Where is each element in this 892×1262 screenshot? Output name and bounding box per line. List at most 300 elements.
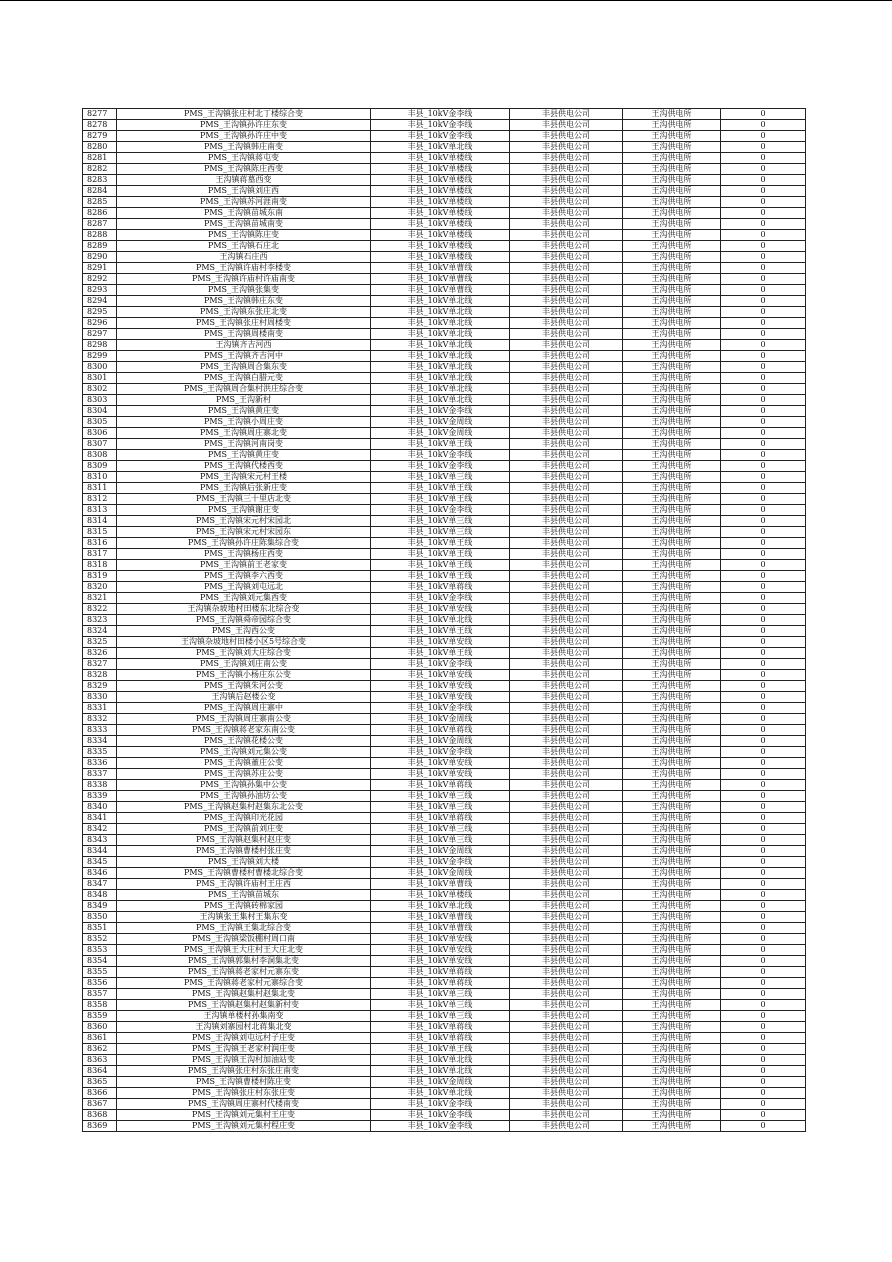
row-number-cell: 8333 [83, 725, 117, 736]
feeder-line-cell: 丰县_10kV单王线 [371, 626, 510, 637]
company-cell: 丰县供电公司 [510, 747, 623, 758]
table-row [83, 934, 806, 945]
feeder-line-cell: 丰县_10kV单王线 [371, 571, 510, 582]
row-number-cell: 8318 [83, 560, 117, 571]
table-row [83, 582, 806, 593]
station-cell: 王沟供电所 [623, 109, 721, 120]
table-row [83, 769, 806, 780]
value-cell: 0 [721, 230, 806, 241]
feeder-line-cell: 丰县_10kV单北线 [371, 1055, 510, 1066]
company-cell: 丰县供电公司 [510, 164, 623, 175]
company-cell: 丰县供电公司 [510, 1044, 623, 1055]
station-cell: 王沟供电所 [623, 956, 721, 967]
transformer-name-cell: PMS_王沟镇谢庄变 [117, 505, 371, 516]
table-row [83, 340, 806, 351]
company-cell: 丰县供电公司 [510, 285, 623, 296]
transformer-name-cell: 王沟镇单楼村孙集南变 [117, 1011, 371, 1022]
table-row [83, 747, 806, 758]
row-number-cell: 8316 [83, 538, 117, 549]
station-cell: 王沟供电所 [623, 131, 721, 142]
company-cell: 丰县供电公司 [510, 714, 623, 725]
company-cell: 丰县供电公司 [510, 978, 623, 989]
station-cell: 王沟供电所 [623, 648, 721, 659]
table-row [83, 483, 806, 494]
table-row [83, 868, 806, 879]
station-cell: 王沟供电所 [623, 461, 721, 472]
feeder-line-cell: 丰县_10kV金李线 [371, 131, 510, 142]
table-row [83, 791, 806, 802]
value-cell: 0 [721, 329, 806, 340]
table-row [83, 131, 806, 142]
value-cell: 0 [721, 615, 806, 626]
station-cell: 王沟供电所 [623, 637, 721, 648]
station-cell: 王沟供电所 [623, 120, 721, 131]
feeder-line-cell: 丰县_10kV单楼线 [371, 197, 510, 208]
table-row [83, 142, 806, 153]
table-row [83, 461, 806, 472]
company-cell: 丰县供电公司 [510, 725, 623, 736]
row-number-cell: 8332 [83, 714, 117, 725]
station-cell: 王沟供电所 [623, 615, 721, 626]
station-cell: 王沟供电所 [623, 549, 721, 560]
row-number-cell: 8326 [83, 648, 117, 659]
transformer-name-cell: 王沟镇齐吉河西 [117, 340, 371, 351]
station-cell: 王沟供电所 [623, 934, 721, 945]
feeder-line-cell: 丰县_10kV金李线 [371, 593, 510, 604]
transformer-name-cell: PMS_王沟镇王老家村润庄变 [117, 1044, 371, 1055]
row-number-cell: 8325 [83, 637, 117, 648]
transformer-name-cell: PMS_王沟镇宋元村宋园北 [117, 516, 371, 527]
row-number-cell: 8365 [83, 1077, 117, 1088]
company-cell: 丰县供电公司 [510, 670, 623, 681]
feeder-line-cell: 丰县_10kV金周线 [371, 428, 510, 439]
station-cell: 王沟供电所 [623, 538, 721, 549]
transformer-name-cell: PMS_王沟镇刘大楼 [117, 857, 371, 868]
transformer-name-cell: PMS_王沟镇张庄村东张庄南变 [117, 1066, 371, 1077]
feeder-line-cell: 丰县_10kV单三线 [371, 791, 510, 802]
row-number-cell: 8334 [83, 736, 117, 747]
table-row [83, 197, 806, 208]
table-row [83, 1033, 806, 1044]
feeder-line-cell: 丰县_10kV金李线 [371, 703, 510, 714]
table-row [83, 417, 806, 428]
row-number-cell: 8369 [83, 1121, 117, 1132]
transformer-name-cell: PMS_王沟镇周庄寨中 [117, 703, 371, 714]
value-cell: 0 [721, 197, 806, 208]
company-cell: 丰县供电公司 [510, 208, 623, 219]
row-number-cell: 8297 [83, 329, 117, 340]
feeder-line-cell: 丰县_10kV单北线 [371, 901, 510, 912]
transformer-name-cell: PMS_王沟镇刘大庄综合变 [117, 648, 371, 659]
transformer-name-cell: PMS_王沟镇代楼西变 [117, 461, 371, 472]
value-cell: 0 [721, 1099, 806, 1110]
transformer-name-cell: PMS_王沟镇印光花园 [117, 813, 371, 824]
feeder-line-cell: 丰县_10kV单安线 [371, 681, 510, 692]
station-cell: 王沟供电所 [623, 197, 721, 208]
feeder-line-cell: 丰县_10kV单楼线 [371, 175, 510, 186]
table-row [83, 351, 806, 362]
transformer-name-cell: PMS_王沟镇张庄村东张庄变 [117, 1088, 371, 1099]
table-row [83, 758, 806, 769]
station-cell: 王沟供电所 [623, 846, 721, 857]
table-row [83, 780, 806, 791]
value-cell: 0 [721, 219, 806, 230]
value-cell: 0 [721, 736, 806, 747]
table-row [83, 549, 806, 560]
row-number-cell: 8364 [83, 1066, 117, 1077]
transformer-name-cell: PMS_王沟镇宋元村宋园东 [117, 527, 371, 538]
station-cell: 王沟供电所 [623, 945, 721, 956]
feeder-line-cell: 丰县_10kV单北线 [371, 142, 510, 153]
row-number-cell: 8355 [83, 967, 117, 978]
row-number-cell: 8342 [83, 824, 117, 835]
value-cell: 0 [721, 120, 806, 131]
value-cell: 0 [721, 659, 806, 670]
station-cell: 王沟供电所 [623, 593, 721, 604]
transformer-name-cell: PMS_王沟镇周庄寨北变 [117, 428, 371, 439]
value-cell: 0 [721, 274, 806, 285]
table-row [83, 1055, 806, 1066]
table-row [83, 175, 806, 186]
value-cell: 0 [721, 978, 806, 989]
row-number-cell: 8340 [83, 802, 117, 813]
table-row [83, 736, 806, 747]
company-cell: 丰县供电公司 [510, 846, 623, 857]
row-number-cell: 8281 [83, 153, 117, 164]
value-cell: 0 [721, 175, 806, 186]
row-number-cell: 8313 [83, 505, 117, 516]
value-cell: 0 [721, 1077, 806, 1088]
transformer-name-cell: PMS_王沟镇孙许庄中变 [117, 131, 371, 142]
transformer-name-cell: PMS_王沟镇王沟村加油站变 [117, 1055, 371, 1066]
table-row [83, 615, 806, 626]
feeder-line-cell: 丰县_10kV单蒋线 [371, 978, 510, 989]
company-cell: 丰县供电公司 [510, 428, 623, 439]
station-cell: 王沟供电所 [623, 967, 721, 978]
row-number-cell: 8309 [83, 461, 117, 472]
feeder-line-cell: 丰县_10kV单楼线 [371, 252, 510, 263]
station-cell: 王沟供电所 [623, 912, 721, 923]
company-cell: 丰县供电公司 [510, 351, 623, 362]
station-cell: 王沟供电所 [623, 747, 721, 758]
value-cell: 0 [721, 626, 806, 637]
table-row [83, 802, 806, 813]
station-cell: 王沟供电所 [623, 1033, 721, 1044]
company-cell: 丰县供电公司 [510, 1088, 623, 1099]
company-cell: 丰县供电公司 [510, 1000, 623, 1011]
row-number-cell: 8305 [83, 417, 117, 428]
row-number-cell: 8308 [83, 450, 117, 461]
company-cell: 丰县供电公司 [510, 450, 623, 461]
value-cell: 0 [721, 549, 806, 560]
row-number-cell: 8351 [83, 923, 117, 934]
table-row [83, 725, 806, 736]
row-number-cell: 8330 [83, 692, 117, 703]
feeder-line-cell: 丰县_10kV单王线 [371, 494, 510, 505]
row-number-cell: 8339 [83, 791, 117, 802]
table-row [83, 516, 806, 527]
row-number-cell: 8362 [83, 1044, 117, 1055]
feeder-line-cell: 丰县_10kV金李线 [371, 406, 510, 417]
company-cell: 丰县供电公司 [510, 956, 623, 967]
value-cell: 0 [721, 131, 806, 142]
row-number-cell: 8347 [83, 879, 117, 890]
table-row [83, 318, 806, 329]
company-cell: 丰县供电公司 [510, 758, 623, 769]
transformer-name-cell: PMS_王沟镇王集北综合变 [117, 923, 371, 934]
value-cell: 0 [721, 1000, 806, 1011]
feeder-line-cell: 丰县_10kV单北线 [371, 384, 510, 395]
company-cell: 丰县供电公司 [510, 593, 623, 604]
value-cell: 0 [721, 1044, 806, 1055]
row-number-cell: 8344 [83, 846, 117, 857]
company-cell: 丰县供电公司 [510, 219, 623, 230]
company-cell: 丰县供电公司 [510, 549, 623, 560]
station-cell: 王沟供电所 [623, 164, 721, 175]
transformer-table [82, 108, 806, 1132]
table-row [83, 835, 806, 846]
company-cell: 丰县供电公司 [510, 868, 623, 879]
transformer-name-cell: PMS_王沟新村 [117, 395, 371, 406]
value-cell: 0 [721, 1022, 806, 1033]
table-row [83, 1066, 806, 1077]
station-cell: 王沟供电所 [623, 670, 721, 681]
table-row [83, 472, 806, 483]
company-cell: 丰县供电公司 [510, 296, 623, 307]
value-cell: 0 [721, 582, 806, 593]
company-cell: 丰县供电公司 [510, 703, 623, 714]
company-cell: 丰县供电公司 [510, 362, 623, 373]
station-cell: 王沟供电所 [623, 923, 721, 934]
transformer-name-cell: PMS_王沟镇梁饭棚村周口南 [117, 934, 371, 945]
transformer-name-cell: PMS_王沟镇前王老家变 [117, 560, 371, 571]
transformer-name-cell: PMS_王沟镇前刘庄变 [117, 824, 371, 835]
row-number-cell: 8320 [83, 582, 117, 593]
value-cell: 0 [721, 868, 806, 879]
value-cell: 0 [721, 802, 806, 813]
value-cell: 0 [721, 296, 806, 307]
row-number-cell: 8287 [83, 219, 117, 230]
table-row [83, 395, 806, 406]
value-cell: 0 [721, 395, 806, 406]
table-row [83, 571, 806, 582]
company-cell: 丰县供电公司 [510, 483, 623, 494]
station-cell: 王沟供电所 [623, 725, 721, 736]
row-number-cell: 8300 [83, 362, 117, 373]
company-cell: 丰县供电公司 [510, 824, 623, 835]
company-cell: 丰县供电公司 [510, 637, 623, 648]
station-cell: 王沟供电所 [623, 791, 721, 802]
company-cell: 丰县供电公司 [510, 890, 623, 901]
transformer-name-cell: 王沟镇石庄西 [117, 252, 371, 263]
value-cell: 0 [721, 857, 806, 868]
transformer-name-cell: PMS_王沟西公变 [117, 626, 371, 637]
company-cell: 丰县供电公司 [510, 318, 623, 329]
transformer-name-cell: PMS_王沟镇宋元村王楼 [117, 472, 371, 483]
row-number-cell: 8292 [83, 274, 117, 285]
station-cell: 王沟供电所 [623, 516, 721, 527]
row-number-cell: 8301 [83, 373, 117, 384]
transformer-name-cell: PMS_王沟镇蒋屯变 [117, 153, 371, 164]
value-cell: 0 [721, 362, 806, 373]
feeder-line-cell: 丰县_10kV金周线 [371, 714, 510, 725]
station-cell: 王沟供电所 [623, 351, 721, 362]
company-cell: 丰县供电公司 [510, 472, 623, 483]
transformer-name-cell: PMS_王沟镇刘元集村王庄变 [117, 1110, 371, 1121]
value-cell: 0 [721, 945, 806, 956]
company-cell: 丰县供电公司 [510, 780, 623, 791]
station-cell: 王沟供电所 [623, 329, 721, 340]
transformer-name-cell: PMS_王沟镇张庄村北丁楼综合变 [117, 109, 371, 120]
feeder-line-cell: 丰县_10kV单楼线 [371, 208, 510, 219]
company-cell: 丰县供电公司 [510, 967, 623, 978]
row-number-cell: 8327 [83, 659, 117, 670]
station-cell: 王沟供电所 [623, 1055, 721, 1066]
station-cell: 王沟供电所 [623, 901, 721, 912]
row-number-cell: 8337 [83, 769, 117, 780]
company-cell: 丰县供电公司 [510, 494, 623, 505]
transformer-name-cell: PMS_王沟镇朱河公变 [117, 681, 371, 692]
value-cell: 0 [721, 967, 806, 978]
transformer-name-cell: PMS_王沟镇齐吉河中 [117, 351, 371, 362]
value-cell: 0 [721, 538, 806, 549]
company-cell: 丰县供电公司 [510, 1066, 623, 1077]
station-cell: 王沟供电所 [623, 626, 721, 637]
value-cell: 0 [721, 637, 806, 648]
transformer-name-cell: PMS_王沟镇砖棉家园 [117, 901, 371, 912]
company-cell: 丰县供电公司 [510, 329, 623, 340]
row-number-cell: 8363 [83, 1055, 117, 1066]
station-cell: 王沟供电所 [623, 571, 721, 582]
company-cell: 丰县供电公司 [510, 571, 623, 582]
company-cell: 丰县供电公司 [510, 538, 623, 549]
value-cell: 0 [721, 285, 806, 296]
transformer-name-cell: PMS_王沟镇苏庄公变 [117, 769, 371, 780]
feeder-line-cell: 丰县_10kV金周线 [371, 417, 510, 428]
row-number-cell: 8359 [83, 1011, 117, 1022]
row-number-cell: 8324 [83, 626, 117, 637]
row-number-cell: 8296 [83, 318, 117, 329]
row-number-cell: 8335 [83, 747, 117, 758]
transformer-name-cell: PMS_王沟镇赵集村赵集新村变 [117, 1000, 371, 1011]
transformer-name-cell: PMS_王沟镇周合集东变 [117, 362, 371, 373]
feeder-line-cell: 丰县_10kV单北线 [371, 307, 510, 318]
table-row [83, 263, 806, 274]
company-cell: 丰县供电公司 [510, 186, 623, 197]
station-cell: 王沟供电所 [623, 868, 721, 879]
transformer-name-cell: PMS_王沟镇刘庄南公变 [117, 659, 371, 670]
table-row [83, 384, 806, 395]
transformer-name-cell: PMS_王沟镇东张庄北变 [117, 307, 371, 318]
value-cell: 0 [721, 318, 806, 329]
row-number-cell: 8336 [83, 758, 117, 769]
feeder-line-cell: 丰县_10kV单曹线 [371, 912, 510, 923]
station-cell: 王沟供电所 [623, 604, 721, 615]
transformer-name-cell: PMS_王沟镇孙许庄陈集综合变 [117, 538, 371, 549]
company-cell: 丰县供电公司 [510, 384, 623, 395]
feeder-line-cell: 丰县_10kV单北线 [371, 340, 510, 351]
feeder-line-cell: 丰县_10kV单楼线 [371, 890, 510, 901]
table-row [83, 373, 806, 384]
transformer-name-cell: PMS_王沟镇王大庄村王大庄北变 [117, 945, 371, 956]
value-cell: 0 [721, 1088, 806, 1099]
value-cell: 0 [721, 879, 806, 890]
transformer-name-cell: PMS_王沟镇小杨庄东公变 [117, 670, 371, 681]
row-number-cell: 8282 [83, 164, 117, 175]
feeder-line-cell: 丰县_10kV单楼线 [371, 153, 510, 164]
station-cell: 王沟供电所 [623, 219, 721, 230]
row-number-cell: 8284 [83, 186, 117, 197]
table-row [83, 703, 806, 714]
row-number-cell: 8358 [83, 1000, 117, 1011]
table-row [83, 1121, 806, 1132]
transformer-name-cell: PMS_王沟镇刘元集西变 [117, 593, 371, 604]
row-number-cell: 8366 [83, 1088, 117, 1099]
transformer-name-cell: PMS_王沟镇后张新庄变 [117, 483, 371, 494]
transformer-name-cell: PMS_王沟镇白腊元变 [117, 373, 371, 384]
company-cell: 丰县供电公司 [510, 142, 623, 153]
table-row [83, 307, 806, 318]
company-cell: 丰县供电公司 [510, 1110, 623, 1121]
row-number-cell: 8317 [83, 549, 117, 560]
row-number-cell: 8289 [83, 241, 117, 252]
value-cell: 0 [721, 472, 806, 483]
feeder-line-cell: 丰县_10kV单北线 [371, 615, 510, 626]
transformer-name-cell: PMS_王沟镇周合集村洪庄综合变 [117, 384, 371, 395]
table-row [83, 296, 806, 307]
feeder-line-cell: 丰县_10kV单北线 [371, 395, 510, 406]
transformer-name-cell: PMS_王沟镇蒋老家村元寨东变 [117, 967, 371, 978]
row-number-cell: 8361 [83, 1033, 117, 1044]
value-cell: 0 [721, 780, 806, 791]
row-number-cell: 8319 [83, 571, 117, 582]
value-cell: 0 [721, 714, 806, 725]
row-number-cell: 8321 [83, 593, 117, 604]
row-number-cell: 8354 [83, 956, 117, 967]
feeder-line-cell: 丰县_10kV单北线 [371, 362, 510, 373]
row-number-cell: 8341 [83, 813, 117, 824]
station-cell: 王沟供电所 [623, 472, 721, 483]
value-cell: 0 [721, 142, 806, 153]
station-cell: 王沟供电所 [623, 758, 721, 769]
row-number-cell: 8306 [83, 428, 117, 439]
table-body [83, 109, 806, 1132]
row-number-cell: 8303 [83, 395, 117, 406]
transformer-name-cell: PMS_王沟镇赵集村赵集北变 [117, 989, 371, 1000]
station-cell: 王沟供电所 [623, 395, 721, 406]
table-row [83, 659, 806, 670]
row-number-cell: 8315 [83, 527, 117, 538]
station-cell: 王沟供电所 [623, 1110, 721, 1121]
row-number-cell: 8310 [83, 472, 117, 483]
row-number-cell: 8345 [83, 857, 117, 868]
station-cell: 王沟供电所 [623, 835, 721, 846]
station-cell: 王沟供电所 [623, 1022, 721, 1033]
station-cell: 王沟供电所 [623, 560, 721, 571]
table-row [83, 648, 806, 659]
station-cell: 王沟供电所 [623, 978, 721, 989]
table-row [83, 450, 806, 461]
table-row [83, 593, 806, 604]
station-cell: 王沟供电所 [623, 142, 721, 153]
value-cell: 0 [721, 692, 806, 703]
transformer-name-cell: PMS_王沟镇苗城东南 [117, 208, 371, 219]
company-cell: 丰县供电公司 [510, 516, 623, 527]
row-number-cell: 8343 [83, 835, 117, 846]
table-row [83, 857, 806, 868]
row-number-cell: 8286 [83, 208, 117, 219]
station-cell: 王沟供电所 [623, 208, 721, 219]
